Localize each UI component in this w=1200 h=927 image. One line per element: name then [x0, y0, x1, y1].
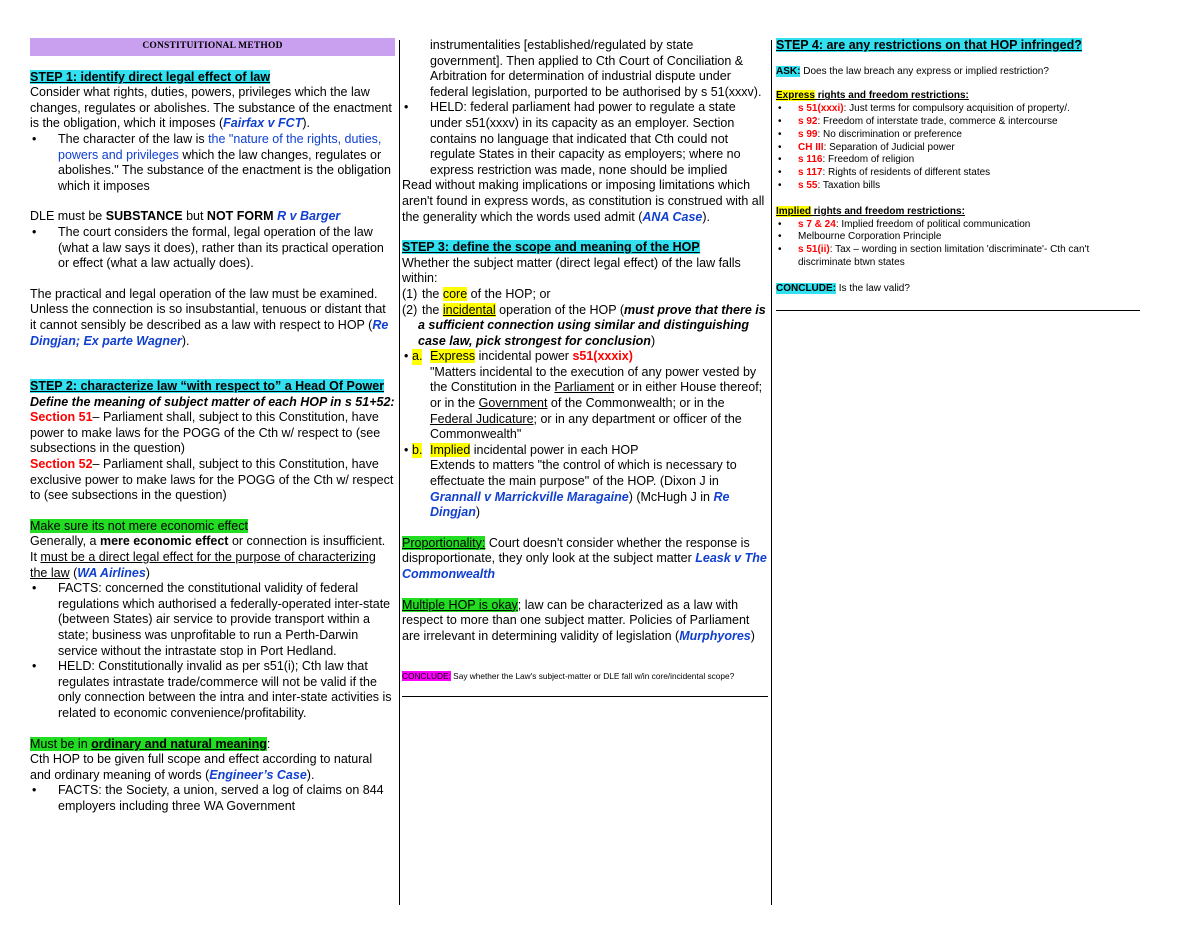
- list-item: • FACTS: concerned the constitutional validity of federal regulations which authorised a federally-operated inter-state (between States) air service to provide transport within a state; business was unprofitable to run a Perth-Darwin service without the intrastate stop in Port Hedland.: [30, 581, 395, 659]
- step1-body: Consider what rights, duties, powers, privileges which the law changes, regulates or abolishes. The substance of the enactment is the obligation, which it imposes (Fairfax v FCT).: [30, 85, 392, 131]
- s52-para: Section 52– Parliament shall, subject to this Constitution, have exclusive power to make laws for the POGG of the Cth w/ respect to (see subsections in the question): [30, 457, 394, 503]
- list-item: • s 7 & 24: Implied freedom of political communication: [776, 219, 1140, 232]
- step1-heading: STEP 1: identify direct legal effect of law: [30, 69, 271, 84]
- multiple-hop-para: Multiple HOP is okay; law can be characterized as a law with respect to more than one subject matter. Policies of Parliament are irrelevant in determining validity of legislation (Murphyores): [402, 597, 755, 643]
- case-barger: R v Barger: [273, 209, 341, 224]
- express-restrictions-list: [776, 103, 1140, 193]
- case-ana: ANA Case: [642, 209, 703, 224]
- list-item: • s 51(ii): Tax – wording in section limitation 'discriminate'- Cth can't discriminate btwn states: [776, 244, 1140, 270]
- list-item: • The court considers the formal, legal operation of the law (what a law says it does), rather than its practical operation or effect (what a law actually does).: [30, 225, 395, 272]
- continued-text: instrumentalities [established/regulated by state government]. Then applied to Cth Court of Conciliation & Arbitration for determination of industrial dispute under federal legislation, purported to be authorised by s 51(xxxv).: [430, 38, 762, 99]
- list-item: • s 117: Rights of residents of different states: [776, 167, 1140, 180]
- case-leask: Leask v The Commonwealth: [402, 551, 767, 581]
- ask-line: ASK: Does the law breach any express or implied restriction?: [776, 65, 1049, 77]
- list-item: • Melbourne Corporation Principle: [776, 231, 1140, 244]
- list-item: • s 51(xxxi): Just terms for compulsory acquisition of property/.: [776, 103, 1140, 116]
- list-item: • b. Implied incidental power in each HOP Extends to matters "the control of which is necessary to effectuate the main purpose" of the HOP. (Dixon J in Grannall v Marrickville Maragaine) (McHugh J in Re Dingjan): [402, 443, 768, 521]
- case-engineers: Engineer’s Case: [209, 767, 307, 782]
- list-item: (2) the incidental operation of the HOP (must prove that there is a sufficient connection using similar and distinguishing case law, pick strongest for conclusion): [402, 302, 766, 348]
- case-grannall: Grannall v Marrickville Maragaine: [430, 489, 629, 504]
- list-item: (1) the core of the HOP; or: [402, 286, 551, 301]
- section-divider: [402, 696, 768, 697]
- case-murphyores: Murphyores: [679, 628, 751, 643]
- list-item: • s 99: No discrimination or preference: [776, 129, 1140, 142]
- implied-heading: Implied rights and freedom restrictions:: [776, 205, 965, 217]
- proportionality-para: Proportionality: Court doesn't consider whether the response is disproportionate, they only look at the subject matter Leask v The Commonwealth: [402, 535, 767, 581]
- list-item: • HELD: Constitutionally invalid as per s51(i); Cth law that regulates intrastate trade/commerce will not be valid if the only connection between the intra and inter-state activities is related to economic convenience/profitability.: [30, 659, 395, 721]
- step2-heading: STEP 2: characterize law “with respect to” a Head Of Power: [30, 379, 385, 394]
- list-item: • s 92: Freedom of interstate trade, commerce & intercourse: [776, 116, 1140, 129]
- econ-para: Generally, a mere economic effect or connection is insufficient. It must be a direct legal effect for the purpose of characterizing the law (WA Airlines): [30, 534, 386, 580]
- list-item: • s 116: Freedom of religion: [776, 154, 1140, 167]
- column-1: [30, 38, 395, 815]
- case-dingjan: Re Dingjan; Ex parte Wagner: [30, 317, 389, 348]
- section-divider: [776, 310, 1140, 311]
- dle-heading: DLE must be SUBSTANCE but NOT FORM R v Barger: [30, 209, 341, 224]
- case-fairfax: Fairfax v FCT: [223, 116, 303, 131]
- step4-heading: STEP 4: are any restrictions on that HOP infringed?: [776, 38, 1082, 52]
- list-item: • CH III: Separation of Judicial power: [776, 142, 1140, 155]
- list-item: • s 55: Taxation bills: [776, 180, 1140, 193]
- column-2: [402, 38, 768, 697]
- case-wa-airlines: WA Airlines: [77, 565, 146, 580]
- implied-restrictions-list: [776, 219, 1140, 270]
- step3-heading: STEP 3: define the scope and meaning of the HOP: [402, 240, 700, 255]
- step3-intro: Whether the subject matter (direct legal effect) of the law falls within:: [402, 255, 741, 286]
- step2-define: Define the meaning of subject matter of each HOP in s 51+52:: [30, 394, 395, 409]
- list-item: • The character of the law is the "nature of the rights, duties, powers and privileges which the law changes, regulates or abolishes." The substance of the enactment is the obligation which it imposes: [30, 132, 395, 194]
- conclude-step4: CONCLUDE: Is the law valid?: [776, 282, 910, 294]
- list-item: • a. Express incidental power s51(xxxix) "Matters incidental to the execution of any power vested by the Constitution in the Parliament or in either House thereof; or in the Government of the Commonwealth; or in the Federal Judicature; or in any department or officer of the Commonwealth": [402, 349, 768, 443]
- read-para: Read without making implications or imposing limitations which aren't found in express words, as constitution is construed with all the generality which the words used admit (ANA Case).: [402, 178, 765, 224]
- conclude-step3: CONCLUDE: Say whether the Law's subject-matter or DLE fall w/in core/incidental scope?: [402, 671, 735, 682]
- list-item: • FACTS: the Society, a union, served a log of claims on 844 employers including three WA Government: [30, 783, 395, 814]
- column-divider-2: [771, 40, 772, 905]
- ordinary-heading: Must be in ordinary and natural meaning:: [30, 736, 271, 751]
- column-3: [776, 38, 1140, 311]
- page-title: CONSTITUITIONAL METHOD: [30, 38, 395, 56]
- case-re-dingjan: Re Dingjan: [430, 489, 730, 520]
- ordinary-para: Cth HOP to be given full scope and effect according to natural and ordinary meaning of words (Engineer’s Case).: [30, 752, 373, 782]
- express-heading: Express rights and freedom restrictions:: [776, 90, 969, 102]
- list-item: • HELD: federal parliament had power to regulate a state under s51(xxxv) in its capacity as an employer. Section contains no language that indicated that Cth could not regulate States in their capacity as employers; where no express restriction was made, none should be implied: [402, 100, 768, 178]
- s51-para: Section 51– Parliament shall, subject to this Constitution, have power to make laws for the POGG of the Cth w/ respect to (see subsections in the question): [30, 410, 381, 456]
- column-divider-1: [399, 40, 400, 905]
- econ-heading: Make sure its not mere economic effect: [30, 518, 248, 533]
- practical-paragraph: The practical and legal operation of the law must be examined. Unless the connection is so insubstantial, tenuous or distant that it cannot sensibly be described as a law with respect to HOP (Re Dingjan; Ex parte Wagner).: [30, 286, 389, 348]
